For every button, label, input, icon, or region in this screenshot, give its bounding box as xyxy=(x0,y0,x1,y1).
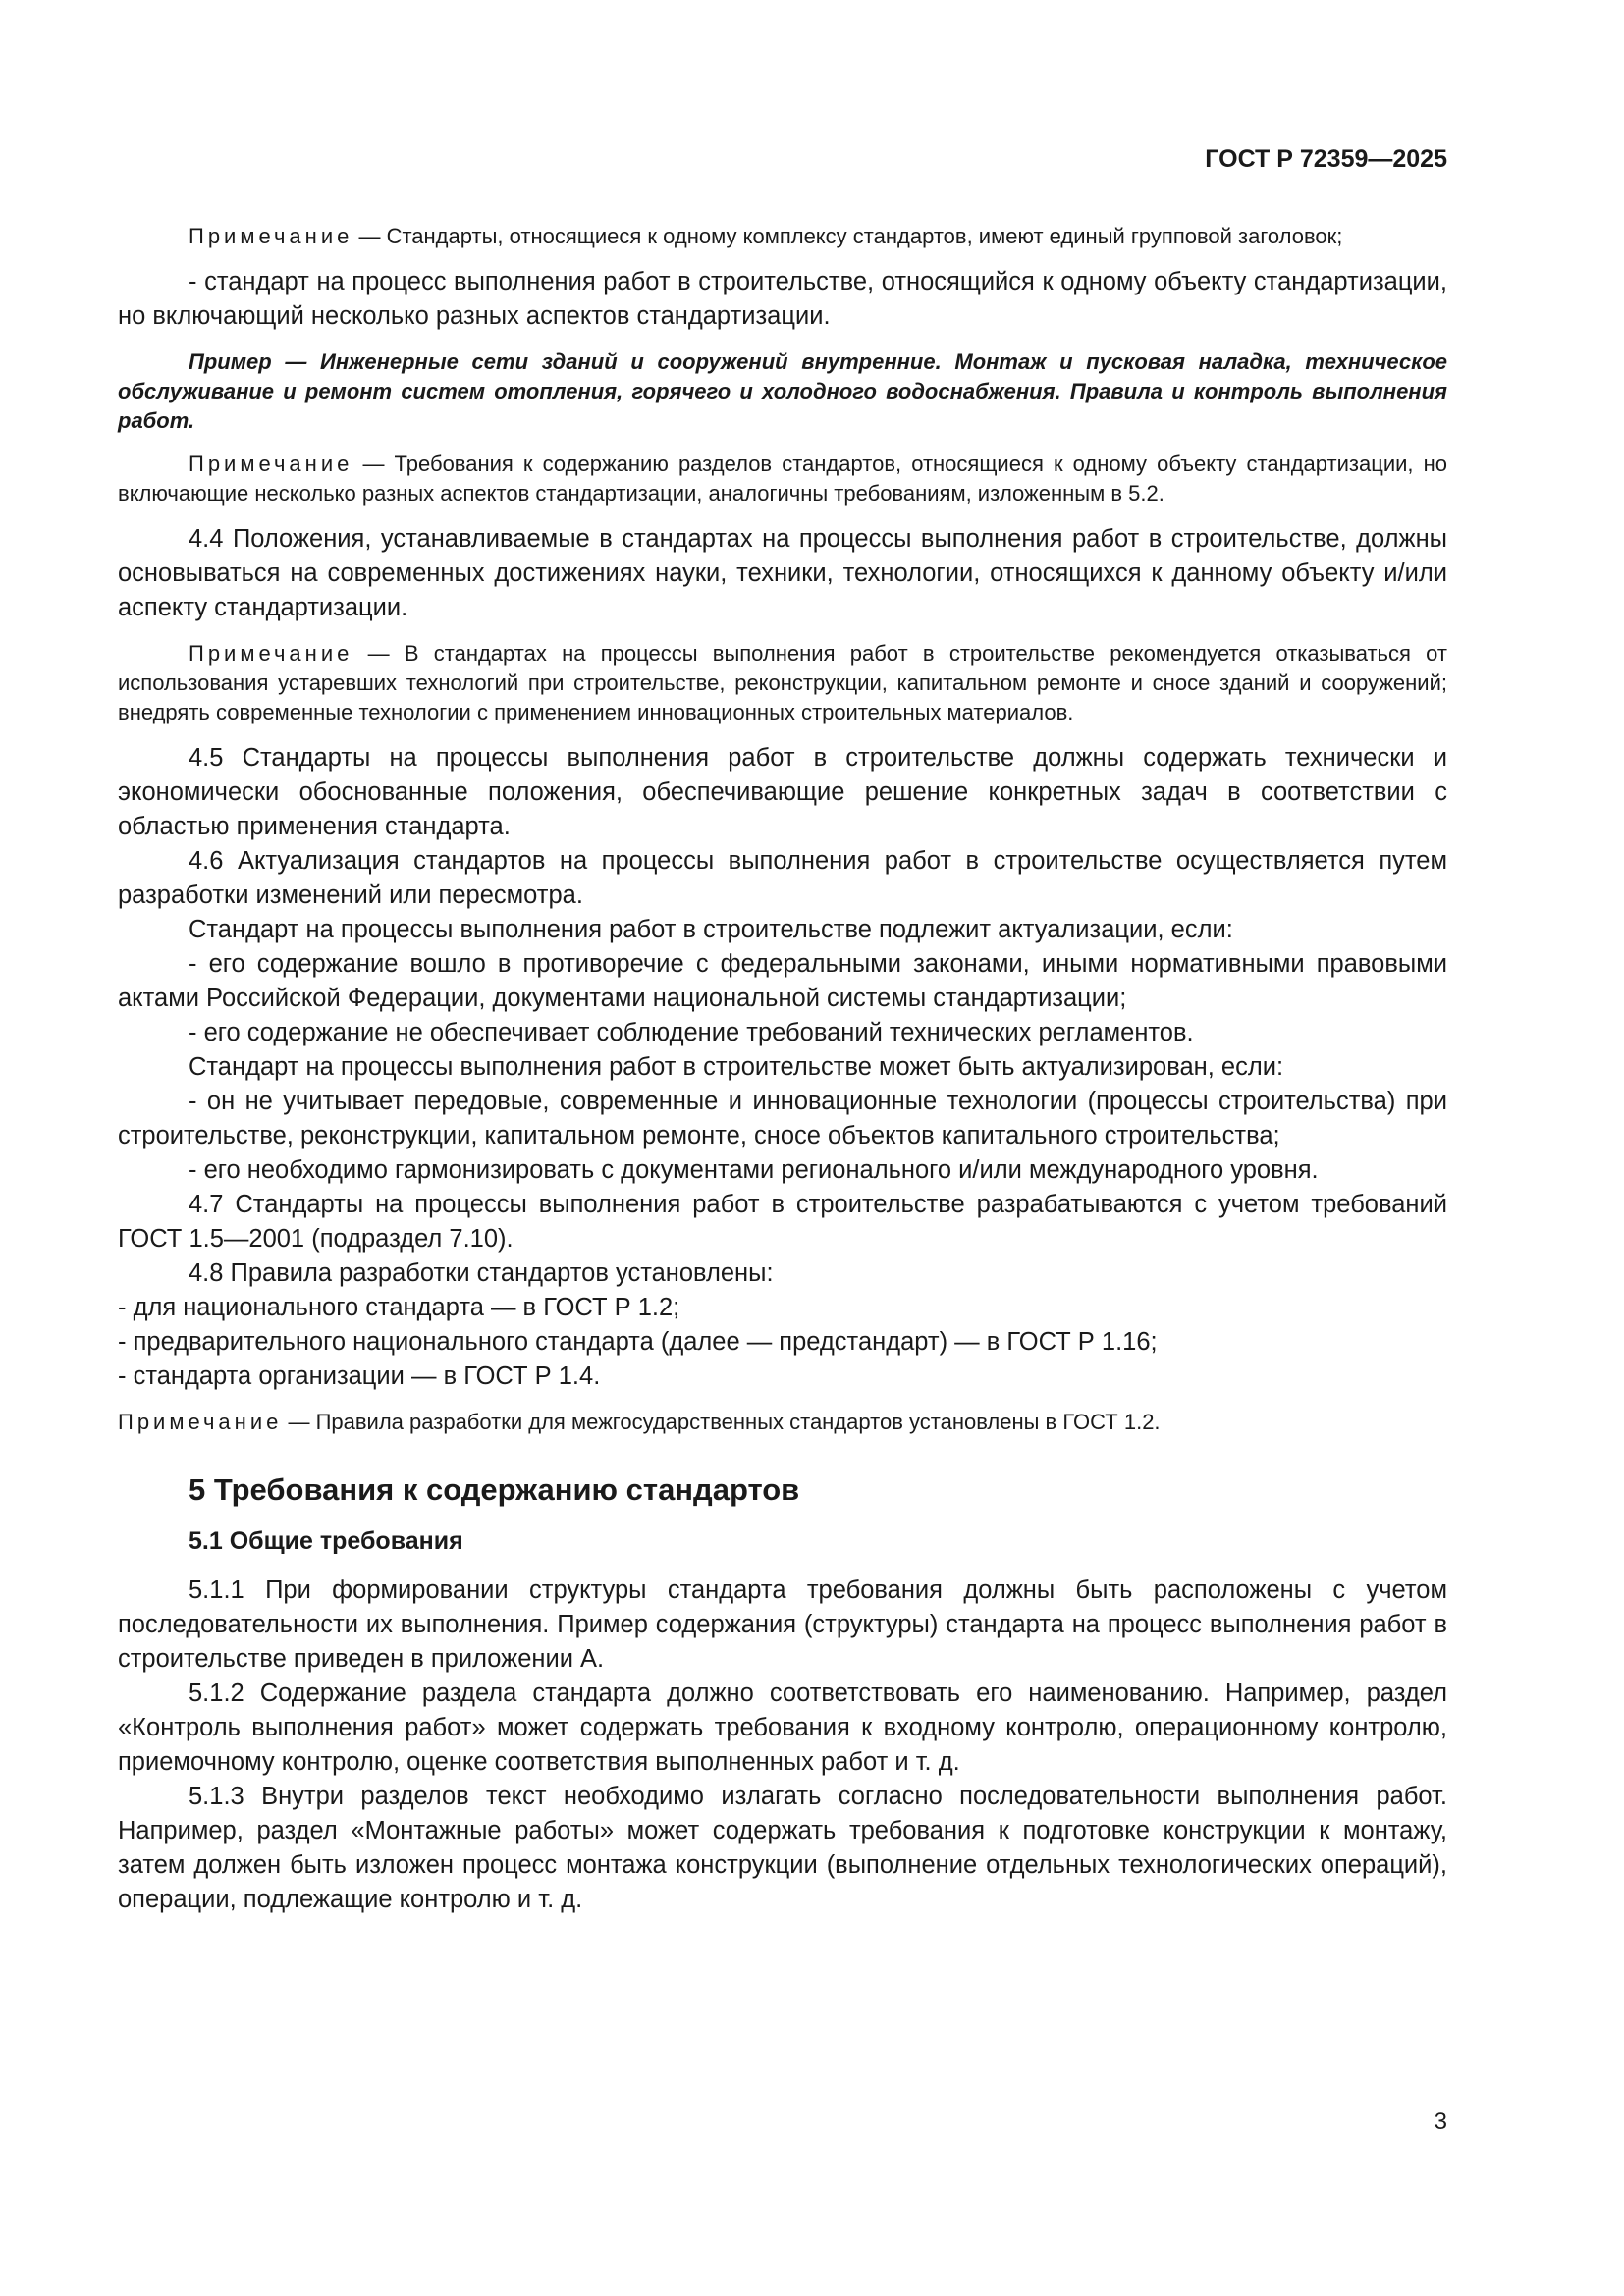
paragraph-4-6-b: Стандарт на процессы выполнения работ в строительстве подлежит актуализации, если: xyxy=(189,916,1233,943)
doc-header: ГОСТ Р 72359—2025 xyxy=(1205,145,1447,173)
page-content xyxy=(118,222,1447,1917)
list-item: - его содержание вошло в противоречие с федеральными законами, иными нормативными правовыми актами Российской Федерации, документами национальной системы стандартизации; xyxy=(118,950,1447,1012)
paragraph-4-4: 4.4 Положения, устанавливаемые в стандартах на процессы выполнения работ в строительстве, должны основываться на современных достижениях науки, техники, технологии, относящихся к данному объекту и/или аспекту стандартизации. xyxy=(118,525,1447,621)
note-2: Примечание — Требования к содержанию разделов стандартов, относящиеся к одному объекту стандартизации, но включающие несколько разных аспектов стандартизации, аналогичны требованиям, изложенным в 5.2. xyxy=(118,452,1448,506)
note-label: Примечание xyxy=(189,641,353,666)
list-item: - для национального стандарта — в ГОСТ Р 1.2; xyxy=(118,1294,680,1321)
note-label: Примечание xyxy=(118,1410,283,1434)
paragraph-4-5: 4.5 Стандарты на процессы выполнения работ в строительстве должны содержать технически и экономически обоснованные положения, обеспечивающие решение конкретных задач в соответствии с областью применения стандарта. xyxy=(118,744,1447,840)
list-item: - стандарт на процесс выполнения работ в строительстве, относящийся к одному объекту стандартизации, но включающий несколько разных аспектов стандартизации. xyxy=(118,268,1447,330)
list-item: - его необходимо гармонизировать с документами регионального и/или международного уровня. xyxy=(189,1156,1319,1184)
note-1: Примечание — Стандарты, относящиеся к одному комплексу стандартов, имеют единый групповой заголовок; xyxy=(189,224,1343,248)
section-heading-5: 5 Требования к содержанию стандартов xyxy=(189,1472,800,1507)
paragraph-5-1-3: 5.1.3 Внутри разделов текст необходимо излагать согласно последовательности выполнения работ. Например, раздел «Монтажные работы» может содержать требования к подготовке конструкции к монтажу, затем должен быть изложен процесс монтажа конструкции (выполнение отдельных технологических операций), операции, подлежащие контролю и т. д. xyxy=(118,1783,1447,1913)
note-label: Примечание xyxy=(189,224,353,248)
paragraph-4-8: 4.8 Правила разработки стандартов установлены: xyxy=(189,1259,774,1287)
example-text: Пример — Инженерные сети зданий и сооружений внутренние. Монтаж и пусковая наладка, техническое обслуживание и ремонт систем отопления, горячего и холодного водоснабжения. Правила и контроль выполнения работ. xyxy=(118,349,1447,433)
note-label: Примечание xyxy=(189,452,353,476)
note-4: Примечание — Правила разработки для межгосударственных стандартов установлены в ГОСТ 1.2. xyxy=(118,1410,1161,1434)
note-3: Примечание — В стандартах на процессы выполнения работ в строительстве рекомендуется отказываться от использования устаревших технологий при строительстве, реконструкции, капитальном ремонте и сносе зданий и сооружений; внедрять современные технологии с применением инновационных строительных материалов. xyxy=(118,641,1447,724)
list-item: - стандарта организации — в ГОСТ Р 1.4. xyxy=(118,1362,601,1390)
subsection-heading-5-1: 5.1 Общие требования xyxy=(189,1527,463,1555)
list-item: - его содержание не обеспечивает соблюдение требований технических регламентов. xyxy=(189,1019,1194,1046)
paragraph-5-1-2: 5.1.2 Содержание раздела стандарта должно соответствовать его наименованию. Например, раздел «Контроль выполнения работ» может содержать требования к входному контролю, операционному контролю, приемочному контролю, оценке соответствия выполненных работ и т. д. xyxy=(118,1680,1447,1776)
paragraph-4-6-c: Стандарт на процессы выполнения работ в строительстве может быть актуализирован, если: xyxy=(189,1053,1284,1081)
paragraph-4-6: 4.6 Актуализация стандартов на процессы выполнения работ в строительстве осуществляется путем разработки изменений или пересмотра. xyxy=(118,847,1447,909)
list-item: - предварительного национального стандарта (далее — предстандарт) — в ГОСТ Р 1.16; xyxy=(118,1328,1158,1356)
paragraph-5-1-1: 5.1.1 При формировании структуры стандарта требования должны быть расположены с учетом последовательности их выполнения. Пример содержания (структуры) стандарта на процесс выполнения работ в строительстве приведен в приложении А. xyxy=(118,1576,1447,1673)
page-number: 3 xyxy=(1434,2109,1447,2135)
paragraph-4-7: 4.7 Стандарты на процессы выполнения работ в строительстве разрабатываются с учетом требований ГОСТ 1.5—2001 (подраздел 7.10). xyxy=(118,1191,1447,1253)
list-item: - он не учитывает передовые, современные и инновационные технологии (процессы строительства) при строительстве, реконструкции, капитальном ремонте, сносе объектов капитального строительства; xyxy=(118,1088,1447,1149)
